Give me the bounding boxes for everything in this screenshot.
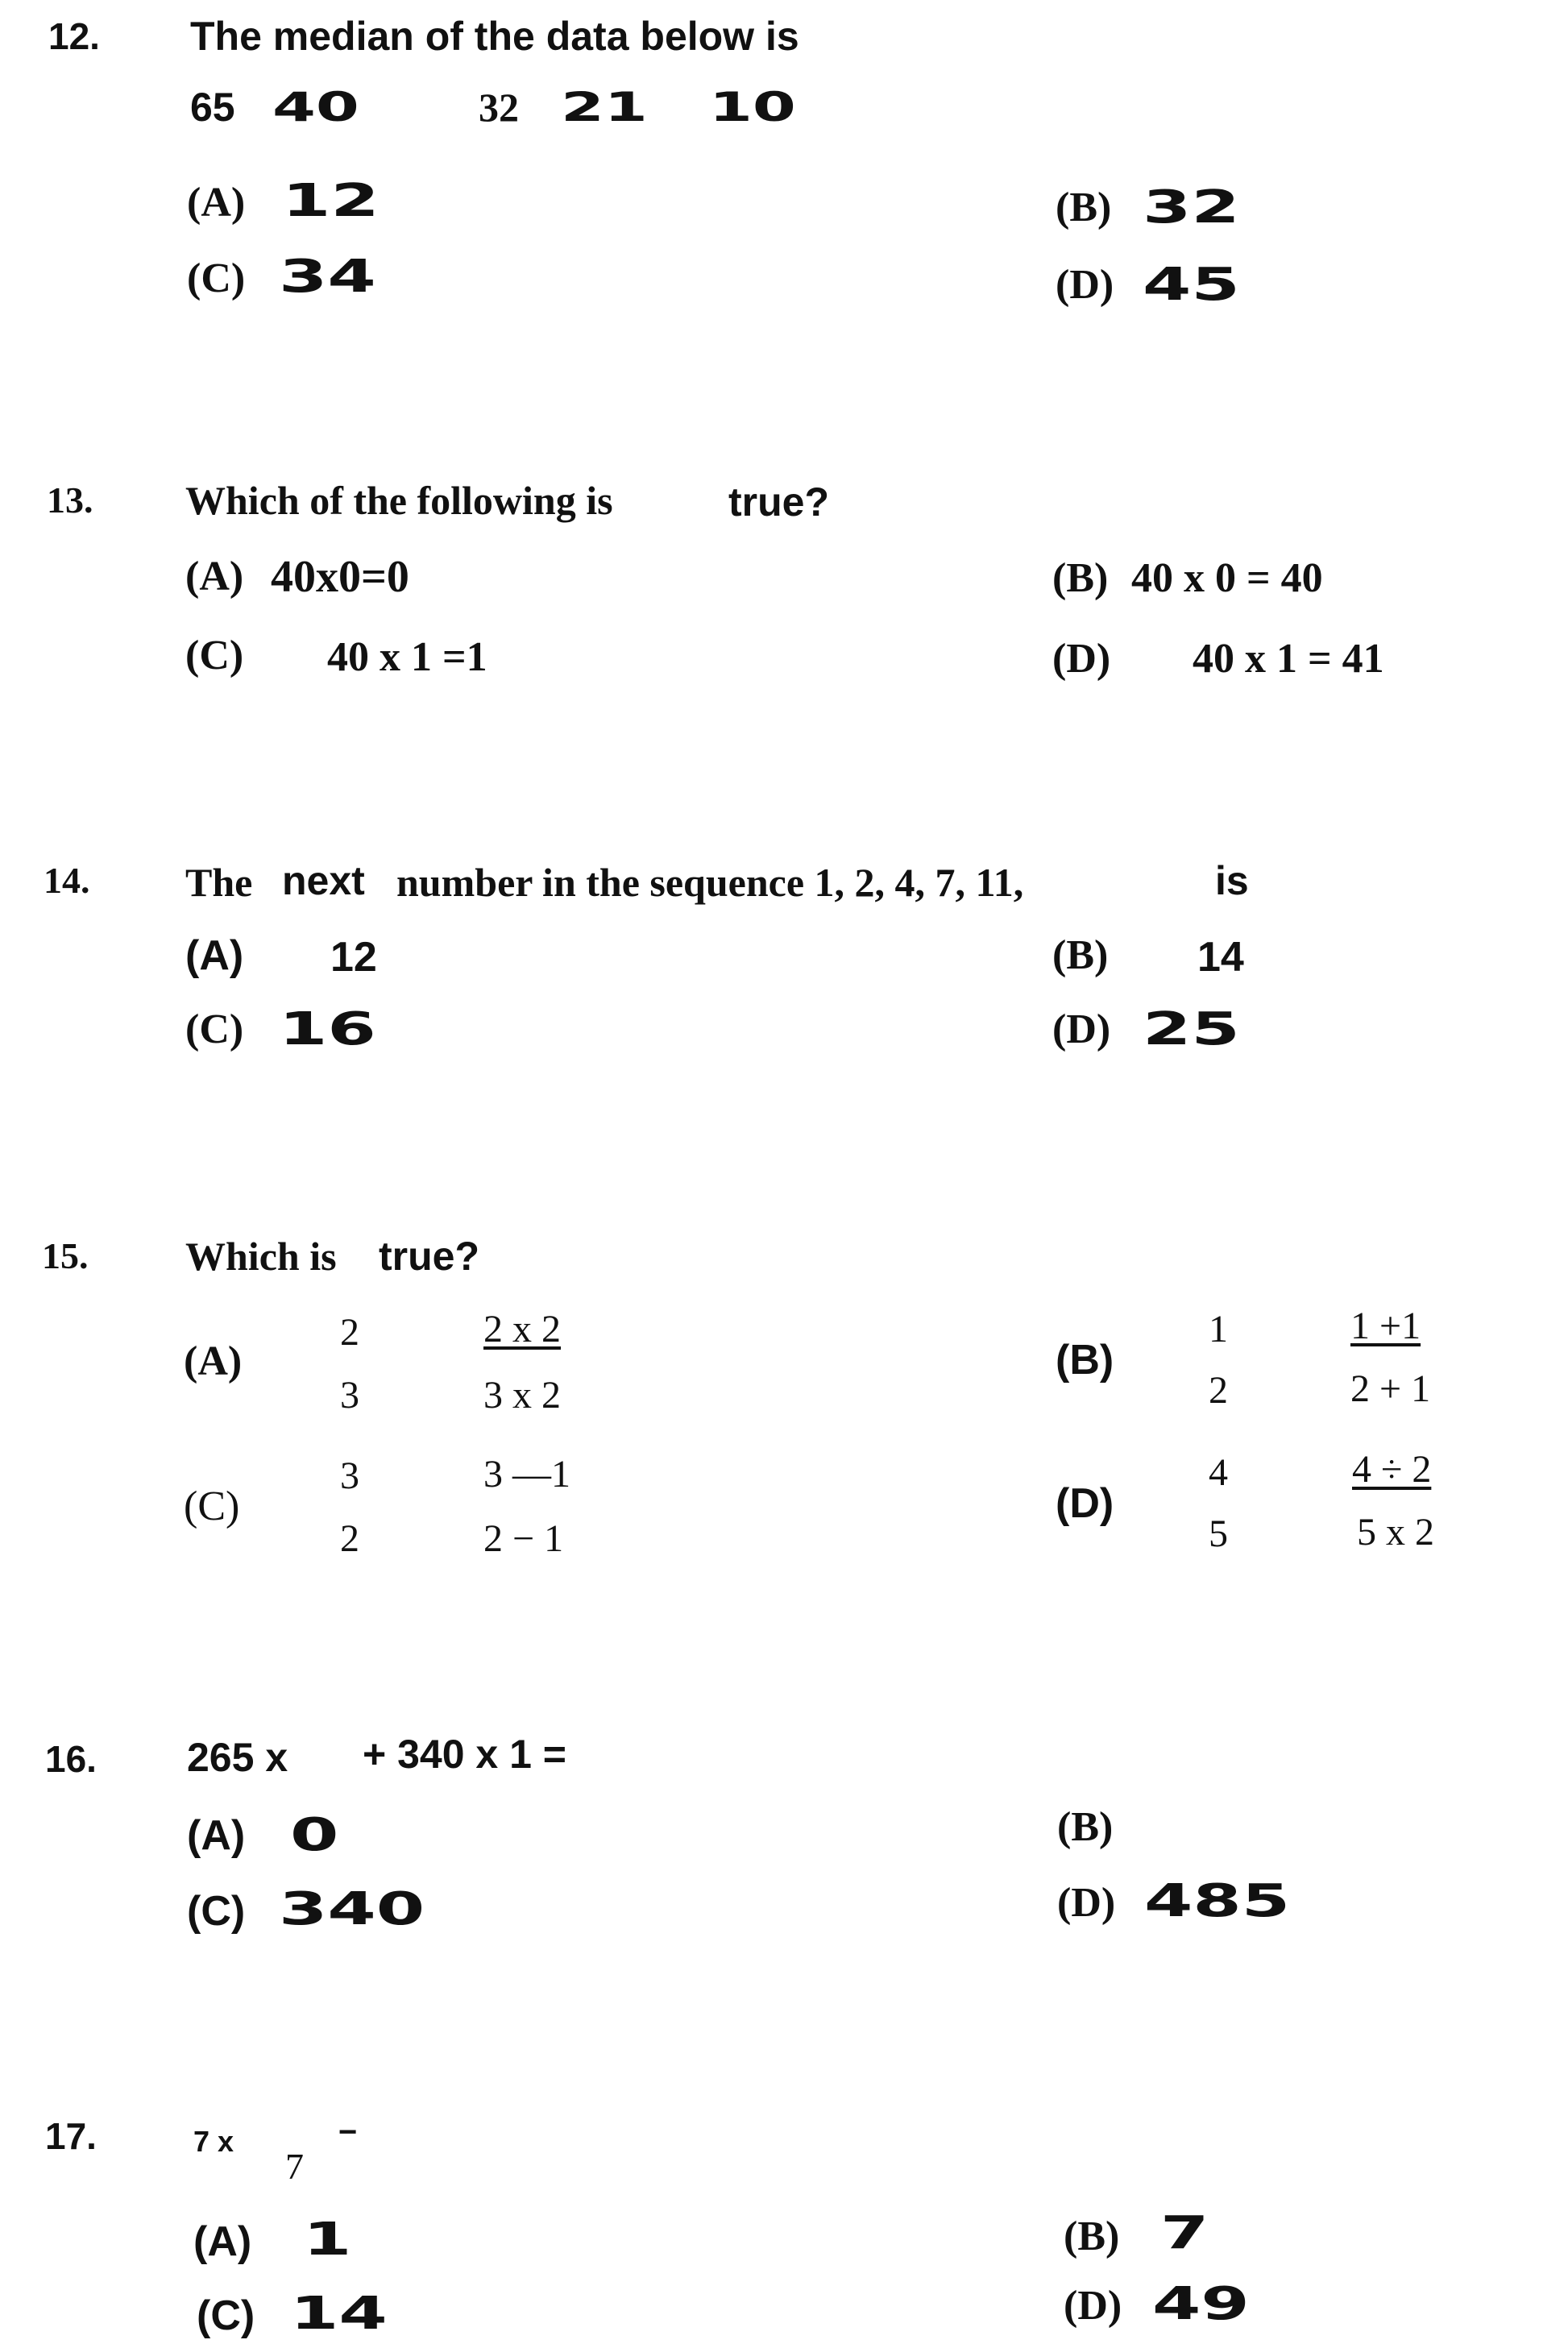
option-label-d: (D): [1052, 1006, 1111, 1052]
option-value-b: 40 x 0 = 40: [1131, 555, 1323, 601]
option-value-a: 0: [290, 1809, 339, 1861]
question-stem: true?: [379, 1234, 479, 1279]
option-value-c: 34: [279, 251, 376, 303]
fraction-denominator: 5: [1209, 1512, 1228, 1555]
option-label-c: (C): [184, 1483, 240, 1529]
question-stem: next: [282, 858, 365, 903]
data-value: 10: [709, 84, 796, 131]
option-value-b: 7: [1160, 2207, 1209, 2259]
fraction-numerator: 4 ÷ 2: [1352, 1448, 1432, 1491]
option-value-a: 12: [330, 934, 377, 981]
option-label-d: (D): [1057, 1880, 1116, 1926]
question-stem: 7 x: [193, 2125, 234, 2158]
option-label-b: (B): [1057, 1804, 1114, 1850]
option-label-b: (B): [1056, 185, 1112, 230]
question-number: 13.: [47, 479, 93, 521]
option-value-b: 14: [1197, 934, 1244, 981]
option-value-c: 40 x 1 =1: [327, 634, 487, 680]
fraction-numerator: 2: [340, 1311, 359, 1354]
question-number: 16.: [45, 1738, 97, 1780]
question-number: 12.: [48, 15, 100, 57]
question-stem: number in the sequence 1, 2, 4, 7, 11,: [396, 860, 1024, 905]
option-value-a: 40x0=0: [271, 552, 409, 602]
option-label-a: (A): [187, 1812, 246, 1859]
fraction-numerator: 3: [340, 1454, 359, 1497]
question-stem: 7: [285, 2146, 304, 2187]
fraction-denominator: 5 x 2: [1357, 1511, 1434, 1554]
option-value-d: 49: [1152, 2278, 1250, 2330]
option-label-c: (C): [197, 2292, 255, 2339]
option-value-b: 32: [1143, 181, 1240, 234]
question-number: 15.: [42, 1235, 89, 1276]
question-stem: true?: [728, 479, 829, 525]
option-value-a: 1: [303, 2213, 352, 2266]
option-label-b: (B): [1052, 555, 1109, 601]
option-value-c: 16: [279, 1003, 376, 1056]
question-stem: Which is: [185, 1234, 337, 1279]
fraction-numerator: 2 x 2: [483, 1308, 561, 1350]
option-value-d: 25: [1143, 1003, 1240, 1056]
option-label-a: (A): [185, 554, 244, 599]
fraction-denominator: 2: [340, 1517, 359, 1560]
option-label-d: (D): [1064, 2283, 1122, 2329]
option-value-c: 14: [290, 2288, 388, 2340]
fraction-numerator: 4: [1209, 1451, 1228, 1494]
option-label-d: (D): [1056, 262, 1114, 308]
option-label-a: (A): [187, 180, 246, 226]
option-label-a: (A): [185, 932, 244, 979]
option-label-c: (C): [187, 1888, 246, 1935]
option-value-d: 45: [1143, 259, 1240, 311]
option-value-d: 485: [1144, 1875, 1291, 1927]
fraction-denominator: 3 x 2: [483, 1374, 561, 1417]
option-value-d: 40 x 1 = 41: [1193, 636, 1384, 682]
data-value: 40: [272, 84, 359, 131]
option-label-b: (B): [1056, 1337, 1114, 1384]
option-label-c: (C): [185, 1006, 244, 1052]
option-label-a: (A): [184, 1338, 243, 1384]
fraction-denominator: 2 + 1: [1350, 1367, 1431, 1410]
fraction-numerator: 3 —1: [483, 1453, 570, 1496]
option-label-d: (D): [1052, 636, 1111, 682]
option-label-c: (C): [187, 255, 246, 301]
fraction-numerator: 1 +1: [1350, 1305, 1421, 1347]
data-value: 21: [561, 84, 648, 131]
question-stem: The: [185, 860, 253, 905]
question-number: 14.: [44, 860, 90, 901]
question-number: 17.: [45, 2115, 97, 2157]
option-label-a: (A): [193, 2218, 252, 2265]
data-value: 32: [479, 85, 519, 130]
option-value-c: 340: [279, 1883, 425, 1935]
fraction-numerator: 1: [1209, 1308, 1228, 1350]
data-value: 65: [190, 85, 235, 130]
fraction-denominator: 2 − 1: [483, 1517, 564, 1560]
fraction-denominator: 2: [1209, 1369, 1228, 1412]
option-label-b: (B): [1052, 932, 1109, 978]
option-label-d: (D): [1056, 1480, 1114, 1527]
question-stem: Which of the following is: [185, 478, 613, 523]
option-label-b: (B): [1064, 2213, 1120, 2259]
question-stem: −: [338, 2114, 358, 2150]
option-value-a: 12: [282, 175, 380, 227]
option-label-c: (C): [185, 633, 244, 678]
question-stem: The median of the data below is: [190, 14, 799, 59]
question-stem: is: [1215, 858, 1249, 903]
fraction-denominator: 3: [340, 1374, 359, 1417]
question-stem: 265 x: [187, 1735, 288, 1780]
question-stem: + 340 x 1 =: [363, 1732, 567, 1777]
